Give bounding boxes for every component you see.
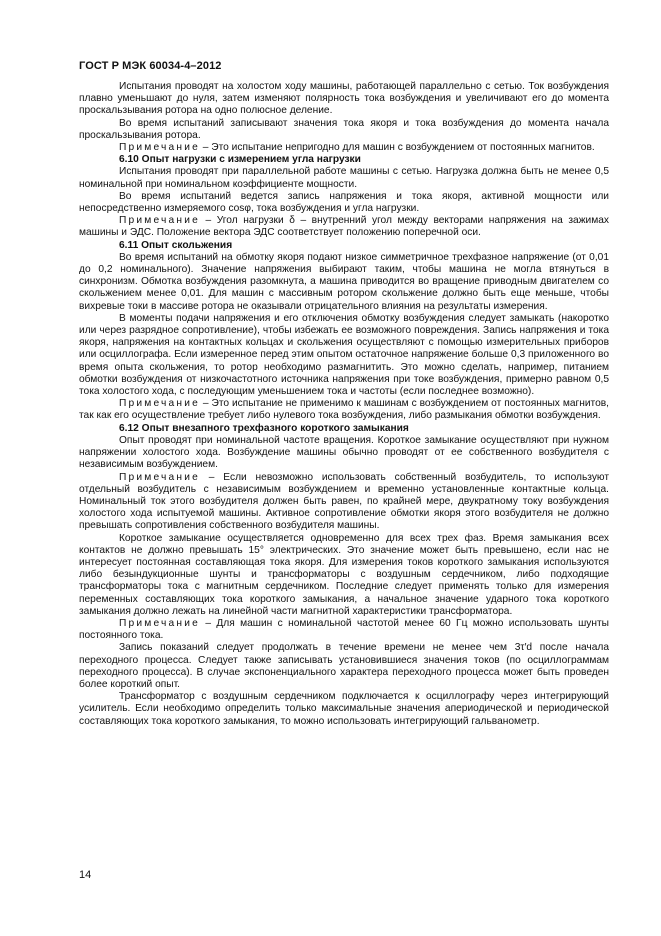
paragraph: Во время испытаний записывают значения тока якоря и тока возбуждения до момента начала проскальзывания ротора.	[79, 117, 609, 141]
note-label: Примечание	[119, 398, 200, 410]
section-heading: 6.10 Опыт нагрузки с измерением угла нагрузки	[119, 154, 361, 166]
note-text: – Это испытание непригодно для машин с возбуждением от постоянных магнитов.	[199, 142, 595, 154]
paragraph: Запись показаний следует продолжать в течение времени не менее чем 3τ′d после начала переходного процесса. Следует также записывать установившиеся значения токов (по осциллограммам переходного процесса). В случае экспоненциального характера переходного процесса может быть проведен более короткий опыт.	[79, 642, 609, 690]
section-heading: 6.11 Опыт скольжения	[119, 239, 233, 251]
section-heading: 6.12 Опыт внезапного трехфазного короткого замыкания	[119, 422, 409, 434]
note	[79, 142, 609, 154]
note-text: – Для машин с номинальной частотой менее 60 Гц можно использовать шунты постоянного тока.	[79, 617, 609, 642]
paragraph: Трансформатор с воздушным сердечником подключается к осциллографу через интегрирующий усилитель. Если необходимо определить только максимальные значения апериодической и периодической составляющих тока короткого замыкания, то можно использовать интегрирующий гальванометр.	[79, 691, 609, 727]
note-text: – Если невозможно использовать собственный возбудитель, то используют отдельный возбудитель с независимым возбуждением и временно установленные контактные кольца. Номинальный ток этого возбудителя должен быть равен, по крайней мере, двукратному току возбуждения холостого хода испытуемой машины. Активное сопротивление обмотки якоря этого возбудителя не должно превышать сопротивления собственного возбудителя машины.	[79, 471, 609, 532]
paragraph: Испытания проводят при параллельной работе машины с сетью. Нагрузка должна быть не менее 0,5 номинальной при номинальном коэффициенте мощности.	[79, 166, 609, 190]
note-label: Примечание	[119, 471, 200, 483]
note-text: – Угол нагрузки δ – внутренний угол между векторами напряжения на зажимах машины и ЭДС. Положение вектора ЭДС соответствует положению поперечной оси.	[79, 215, 609, 239]
note-text: – Это испытание не применимо к машинам с возбуждением от постоянных магнитов, так как его осуществление требует либо нулевого тока возбуждения, либо размыкания обмотки возбуждения.	[79, 398, 609, 422]
page-number: 14	[79, 869, 92, 881]
page-body	[79, 81, 609, 728]
paragraph: В моменты подачи напряжения и его отключения обмотку возбуждения следует замыкать (накоротко или через разрядное сопротивление), чтобы избежать ее возможного повреждения. Запись напряжения и тока якоря, напряжения на контактных кольцах и скольжения осуществляют с помощью измерительных приборов или осциллографа. Если измеренное перед этим опытом остаточное напряжение больше 0,3 приложенного во время опыта скольжения, то ротор необходимо размагнитить. Это можно сделать, например, питанием обмотки возбуждения от низкочастотного источника напряжения при токе возбуждения, примерно равном 0,5 тока холостого хода, с последующим уменьшением тока и частоты (если последнее возможно).	[79, 312, 609, 398]
note	[79, 215, 609, 239]
paragraph: Испытания проводят на холостом ходу машины, работающей параллельно с сетью. Ток возбуждения плавно уменьшают до нуля, затем изменяют полярность тока возбуждения и увеличивают его до момента проскальзывания ротора на одно полюсное деление.	[79, 81, 609, 117]
note	[79, 398, 609, 422]
paragraph: Опыт проводят при номинальной частоте вращения. Короткое замыкание осуществляют при нужном напряжении холостого хода. Возбуждение машины обычно проводят от ее собственного возбудителя с независимым возбуждением.	[79, 434, 609, 471]
paragraph: Короткое замыкание осуществляется одновременно для всех трех фаз. Время замыкания всех контактов не должно превышать 15° электрических. Это значение может быть превышено, если нас не интересует постоянная составляющая тока якоря. Для измерения токов короткого замыкания используются либо безындукционные шунты и трансформаторы с воздушным сердечником, либо подходящие трансформаторы тока с магнитным сердечником. Последние следует применять только для измерения переменных составляющих тока короткого замыкания, а начальное значение ударного тока короткого замыкания должно лежать на линейной части магнитной характеристики трансформатора.	[79, 532, 609, 617]
note-label: Примечание	[119, 215, 200, 227]
note-label: Примечание	[119, 142, 200, 154]
page-header: ГОСТ Р МЭК 60034-4–2012	[79, 60, 222, 72]
note	[79, 618, 609, 642]
note	[79, 472, 609, 533]
paragraph: Во время испытаний ведется запись напряжения и тока якоря, активной мощности или непосредственно измеряемого cosφ, тока возбуждения и угла нагрузки.	[79, 190, 609, 215]
paragraph: Во время испытаний на обмотку якоря подают низкое симметричное трехфазное напряжение (от 0,01 до 0,2 номинального). Значение напряжения выбирают таким, чтобы машина не могла втянуться в синхронизм. Обмотка возбуждения разомкнута, а машина приводится во вращение приводным двигателем со скольжением менее 0,01. Для машин с массивным ротором скольжение должно быть еще меньше, чтобы вихревые токи в массиве ротора не оказывали отрицательного влияния на результаты измерения.	[79, 251, 609, 312]
note-label: Примечание	[119, 617, 200, 629]
